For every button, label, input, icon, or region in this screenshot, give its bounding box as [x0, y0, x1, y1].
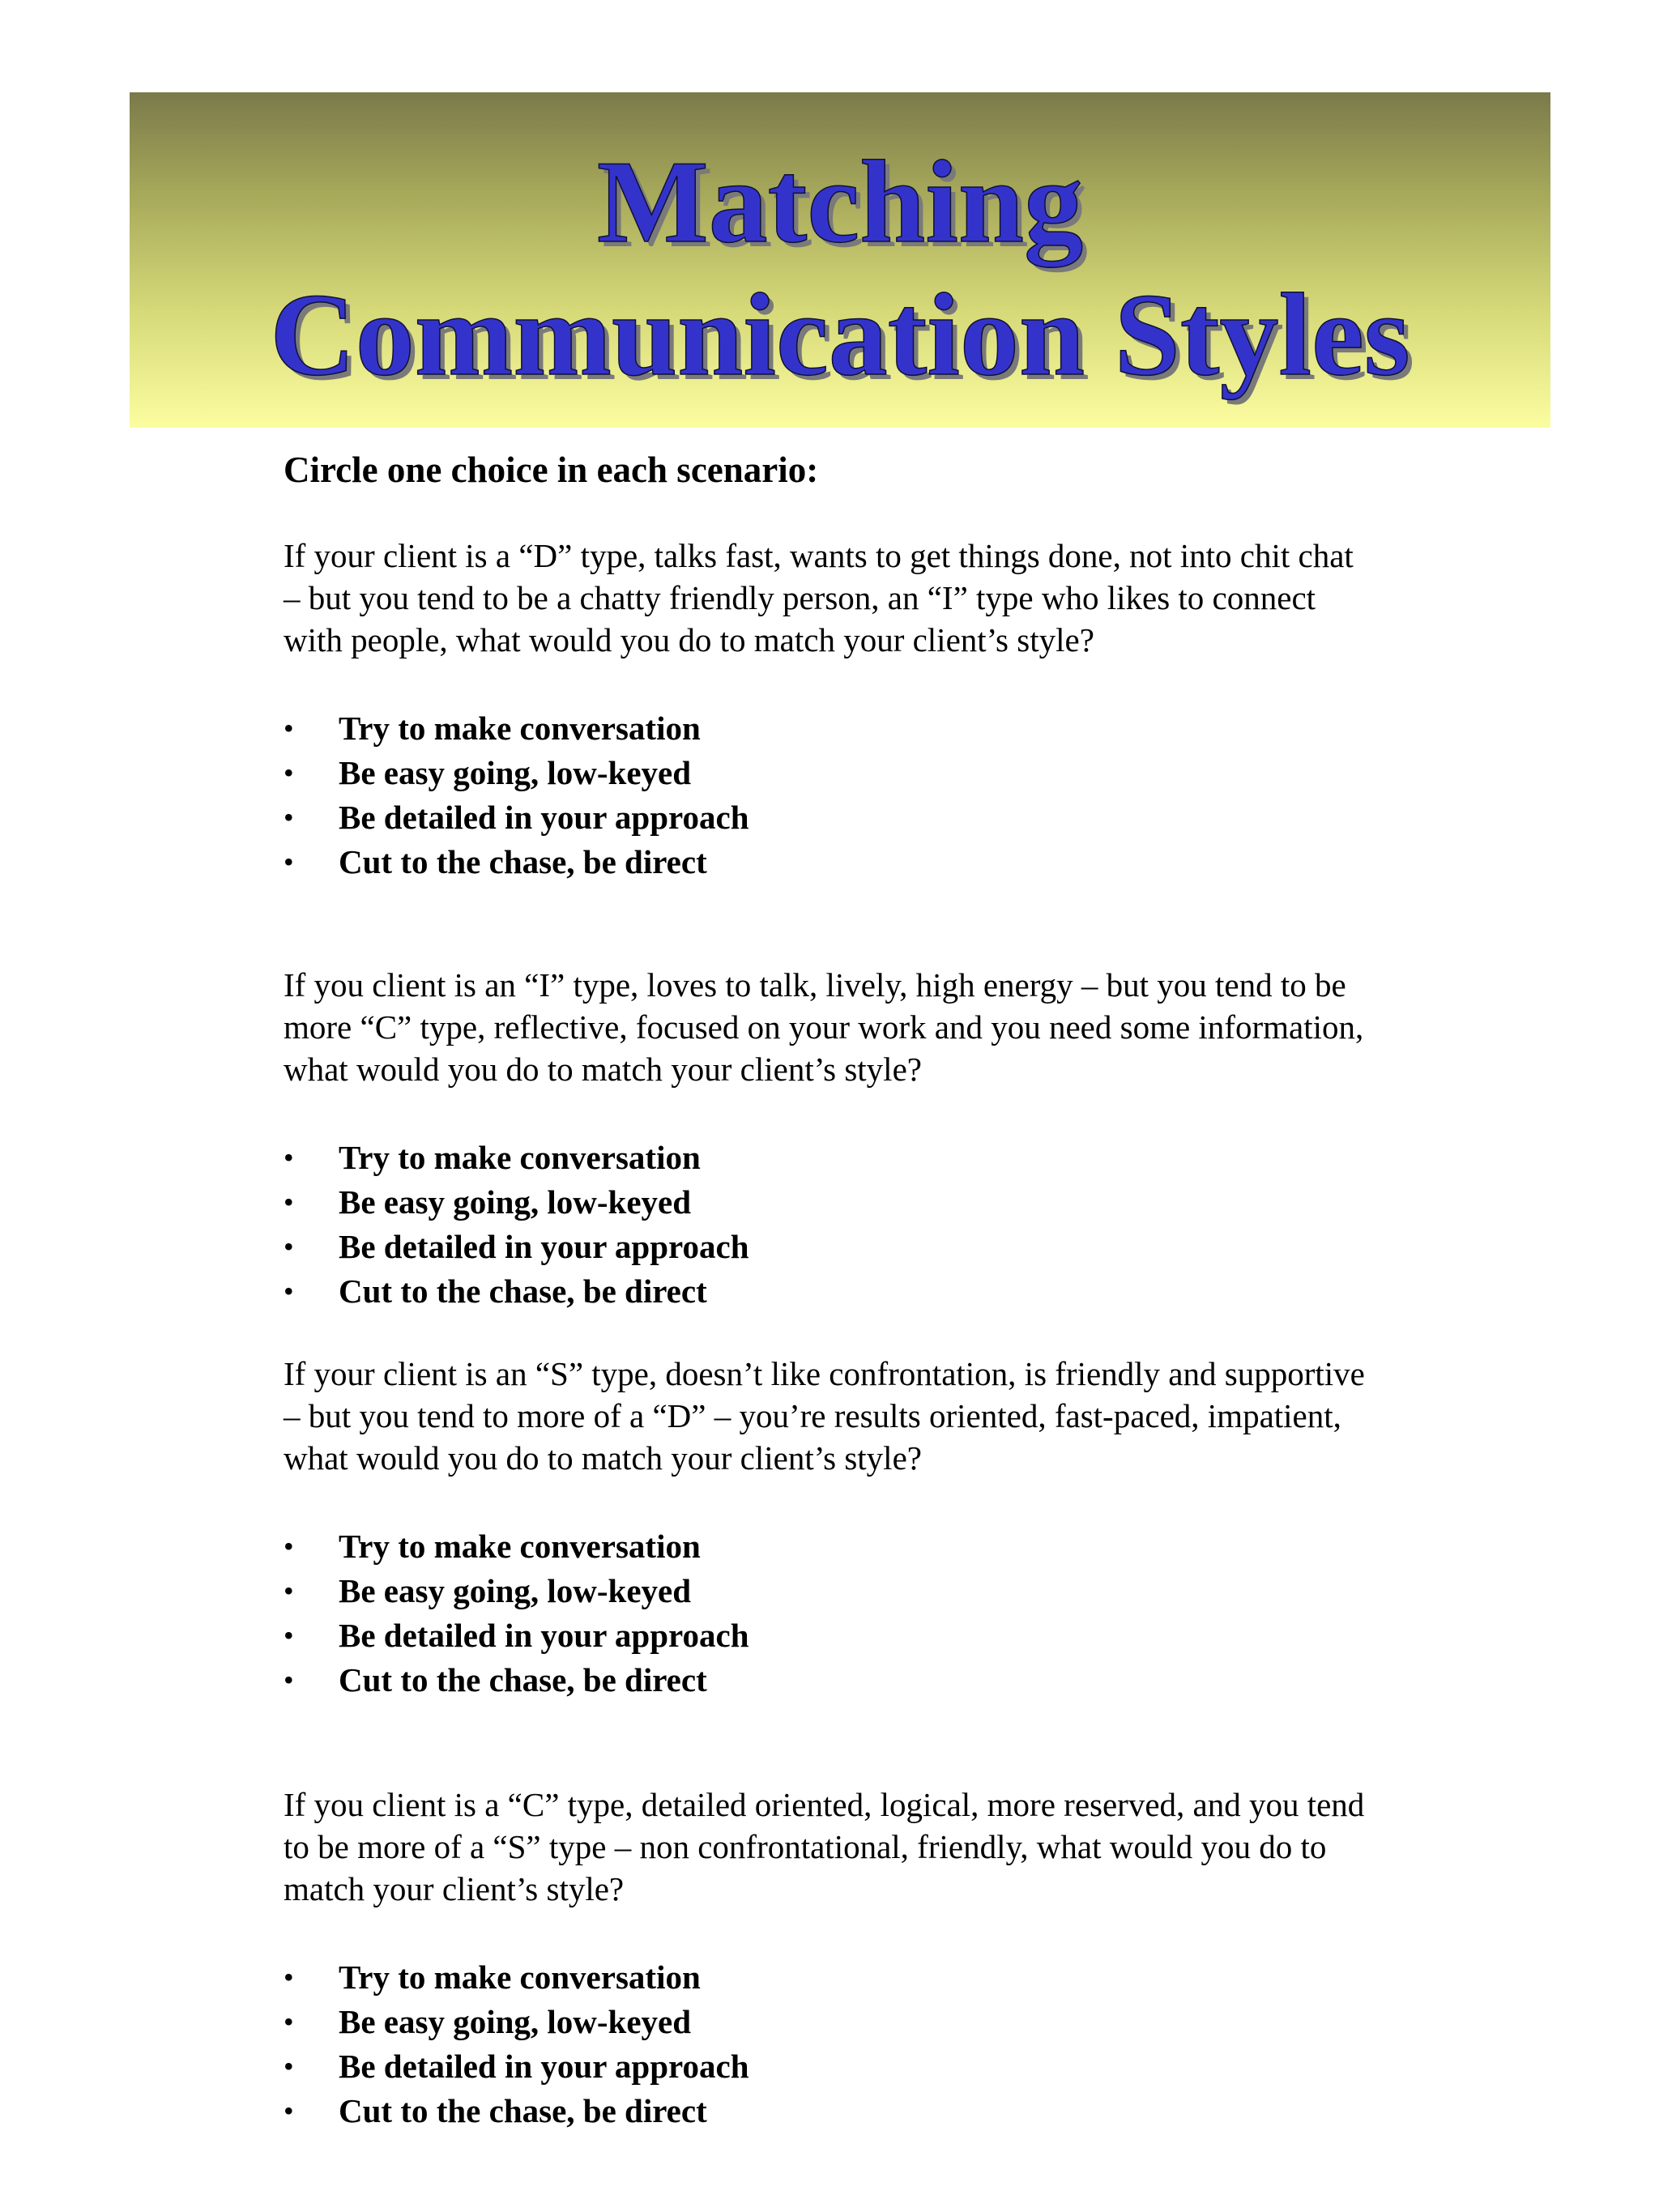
option-label: Be detailed in your approach — [339, 799, 749, 836]
scenario-1-option-2[interactable] — [284, 751, 1418, 795]
option-label: Try to make conversation — [339, 1139, 701, 1176]
option-label: Be detailed in your approach — [339, 1617, 749, 1654]
option-label: Try to make conversation — [339, 710, 701, 747]
scenario-1-option-1[interactable] — [284, 706, 1418, 751]
scenario-4-text: If you client is a “C” type, detailed oriented, logical, more reserved, and you tend to be more of a “S” type – non confrontational, friendly, what would you do to match your client’s style? — [284, 1786, 1365, 1907]
bullet-icon: • — [284, 1961, 294, 1993]
bullet-icon: • — [284, 801, 294, 833]
bullet-icon: • — [284, 1275, 294, 1307]
scenario-2-text: If you client is an “I” type, loves to talk, lively, high energy – but you tend to be more “C” type, reflective, focused on your work and you need some information, what would you do to match your client’s style? — [284, 966, 1364, 1088]
option-label: Be detailed in your approach — [339, 1228, 749, 1265]
title-banner — [130, 92, 1550, 428]
scenario-2-option-3[interactable] — [284, 1225, 1418, 1269]
scenario-4-option-2[interactable] — [284, 2000, 1418, 2044]
page-title-line-1: Matching — [596, 136, 1084, 267]
scenario-2-option-1[interactable] — [284, 1136, 1418, 1180]
bullet-icon: • — [284, 757, 294, 789]
option-label: Be easy going, low-keyed — [339, 2003, 692, 2040]
bullet-icon: • — [284, 1619, 294, 1652]
option-label: Cut to the chase, be direct — [339, 843, 707, 880]
option-label: Try to make conversation — [339, 1528, 701, 1565]
bullet-icon: • — [284, 1186, 294, 1218]
scenario-1-option-4[interactable] — [284, 840, 1418, 884]
scenario-3-options — [284, 1524, 1418, 1703]
option-label: Cut to the chase, be direct — [339, 1661, 707, 1698]
bullet-icon: • — [284, 712, 294, 744]
scenario-4-option-4[interactable] — [284, 2089, 1418, 2133]
bullet-icon: • — [284, 846, 294, 878]
option-label: Cut to the chase, be direct — [339, 1272, 707, 1310]
bullet-icon: • — [284, 1230, 294, 1263]
bullet-icon: • — [284, 2095, 294, 2127]
option-label: Try to make conversation — [339, 1958, 701, 1996]
scenario-2-option-2[interactable] — [284, 1180, 1418, 1225]
instructions-heading: Circle one choice in each scenario: — [284, 450, 819, 490]
scenario-4-option-3[interactable] — [284, 2044, 1418, 2089]
page-title-line-2: Communication Styles — [270, 269, 1410, 400]
scenario-3-text: If your client is an “S” type, doesn’t like confrontation, is friendly and supportive – but you tend to more of a “D” – you’re results oriented, fast-paced, impatient, what would you do to match your client’s style? — [284, 1355, 1365, 1477]
scenario-2-options — [284, 1136, 1418, 1314]
scenario-3 — [284, 1353, 1418, 1703]
scenario-1-options — [284, 706, 1418, 884]
scenario-3-option-2[interactable] — [284, 1569, 1418, 1613]
bullet-icon: • — [284, 1530, 294, 1562]
scenario-3-option-3[interactable] — [284, 1613, 1418, 1658]
bullet-icon: • — [284, 1664, 294, 1696]
scenario-4-options — [284, 1955, 1418, 2133]
option-label: Be easy going, low-keyed — [339, 1183, 692, 1221]
scenario-3-option-4[interactable] — [284, 1658, 1418, 1703]
option-label: Be detailed in your approach — [339, 2048, 749, 2085]
scenario-4-option-1[interactable] — [284, 1955, 1418, 2000]
option-label: Be easy going, low-keyed — [339, 1572, 692, 1609]
bullet-icon: • — [284, 2050, 294, 2082]
bullet-icon: • — [284, 1575, 294, 1607]
scenario-3-option-1[interactable] — [284, 1524, 1418, 1569]
worksheet-content — [284, 445, 1418, 2129]
scenario-1-option-3[interactable] — [284, 795, 1418, 840]
bullet-icon: • — [284, 1141, 294, 1174]
option-label: Be easy going, low-keyed — [339, 754, 692, 791]
scenario-1-text: If your client is a “D” type, talks fast, wants to get things done, not into chit chat – but you tend to be a chatty friendly person, an “I” type who likes to connect with people, what would you do to match your client’s style? — [284, 537, 1354, 658]
scenario-4 — [284, 1784, 1418, 2133]
scenario-2 — [284, 964, 1418, 1314]
option-label: Cut to the chase, be direct — [339, 2092, 707, 2129]
scenario-2-option-4[interactable] — [284, 1269, 1418, 1314]
bullet-icon: • — [284, 2005, 294, 2038]
scenario-1 — [284, 535, 1418, 884]
